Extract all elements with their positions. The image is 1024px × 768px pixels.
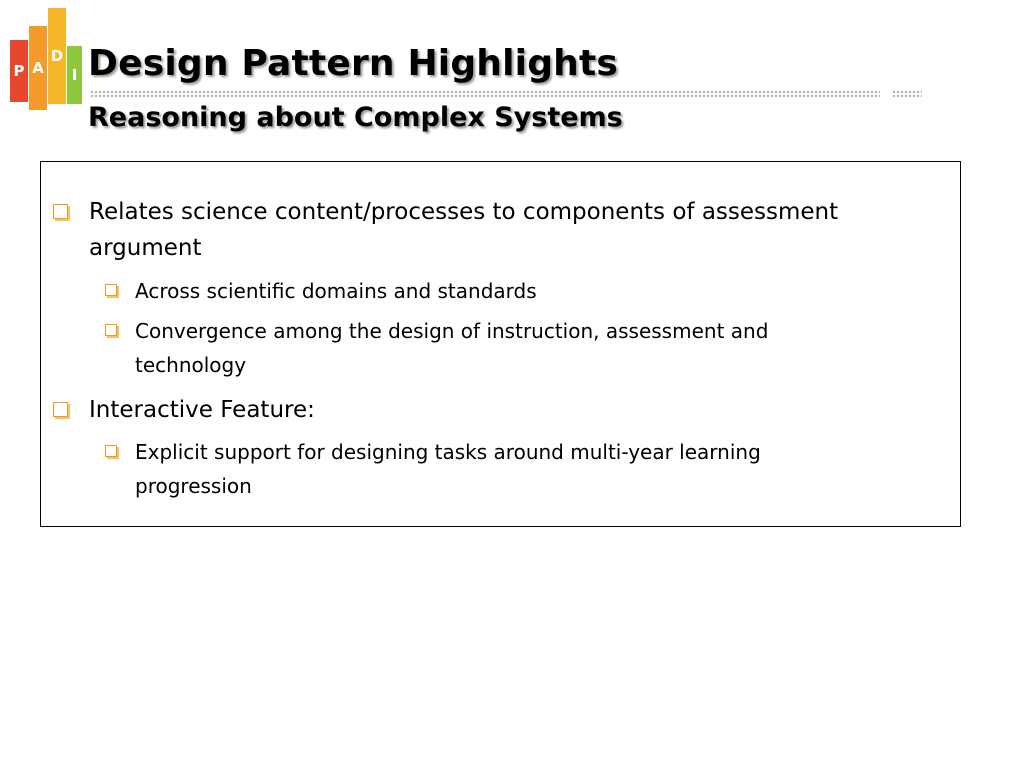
bullet-text-line: argument <box>89 235 202 261</box>
sub-bullet-item <box>135 274 537 308</box>
checkbox-bullet-icon <box>53 402 68 417</box>
slide-title: Design Pattern Highlights <box>88 43 619 84</box>
sub-bullet-text-line: technology <box>135 353 247 377</box>
sub-bullet-text-line: progression <box>135 474 252 498</box>
sub-bullet-text-line: Explicit support for designing tasks around multi-year learning <box>135 440 761 464</box>
logo-letter-a: A <box>32 59 44 77</box>
padi-logo <box>10 8 84 110</box>
logo-bar-d <box>48 8 66 104</box>
slide-subtitle: Reasoning about Complex Systems <box>88 102 623 133</box>
logo-letter-i: I <box>71 66 78 84</box>
logo-letter-d: D <box>50 47 64 65</box>
sub-bullet-text-line: Across scientific domains and standards <box>135 279 537 303</box>
title-divider <box>90 90 880 97</box>
logo-bar-a <box>29 26 47 110</box>
logo-bar-p <box>10 40 28 102</box>
logo-bar-i <box>67 46 82 104</box>
checkbox-bullet-icon <box>105 284 117 296</box>
bullet-text-line: Interactive Feature: <box>89 397 315 423</box>
bullet-item <box>89 392 315 428</box>
checkbox-bullet-icon <box>105 324 117 336</box>
checkbox-bullet-icon <box>105 445 117 457</box>
title-divider-tail <box>892 90 922 97</box>
bullet-item <box>89 194 838 266</box>
sub-bullet-item <box>135 314 768 382</box>
logo-letter-p: P <box>13 62 25 80</box>
sub-bullet-item <box>135 435 761 503</box>
bullet-text-line: Relates science content/processes to components of assessment <box>89 199 839 225</box>
sub-bullet-text-line: Convergence among the design of instruction, assessment and <box>135 319 769 343</box>
checkbox-bullet-icon <box>53 204 68 219</box>
content-box <box>40 161 961 527</box>
